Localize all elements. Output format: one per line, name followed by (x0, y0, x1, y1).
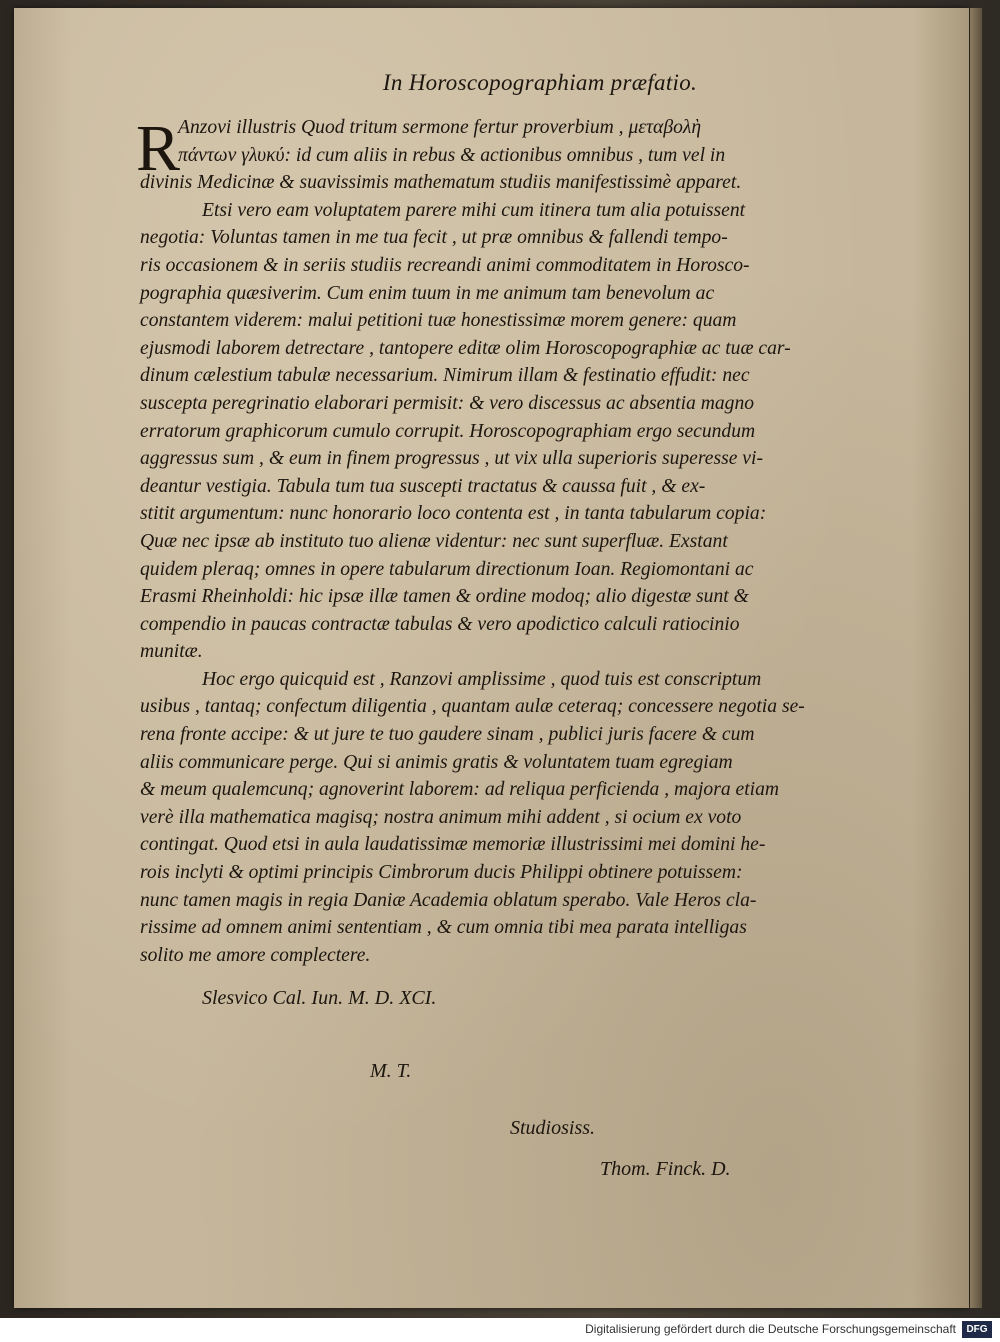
text-line: πάντων γλυκύ: id cum aliis in rebus & actionibus omnibus , tum vel in (178, 144, 726, 166)
paragraph-3 (140, 666, 940, 970)
text-line: stitit argumentum: nunc honorario loco contenta est , in tanta tabularum copia: (140, 503, 767, 525)
text-line: rena fronte accipe: & ut jure te tuo gaudere sinam , publici juris facere & cum (140, 724, 755, 746)
text-line: compendio in paucas contractæ tabulas & vero apodictico calculi ratiocinio (140, 613, 740, 635)
dfg-logo-icon: DFG (962, 1321, 992, 1338)
text-line: dinum cælestium tabulæ necessarium. Nimirum illam & festinatio effudit: nec (140, 365, 750, 387)
text-line: constantem viderem: malui petitioni tuæ honestissimæ morem genere: quam (140, 310, 737, 332)
text-line: negotia: Voluntas tamen in me tua fecit , ut præ omnibus & fallendi tempo- (140, 227, 728, 249)
text-line: quidem pleraq; omnes in opere tabularum directionum Ioan. Regiomontani ac (140, 558, 754, 580)
page-text (136, 70, 940, 1181)
text-line: solito me amore complectere. (140, 944, 371, 966)
text-line: rissime ad omnem animi sententiam , & cum omnia tibi mea parata intelligas (140, 917, 747, 939)
text-line: verè illa mathematica magisq; nostra animum mihi addent , si ocium ex voto (140, 806, 742, 828)
footer-bar (0, 1318, 1000, 1342)
text-line: Anzovi illustris Quod tritum sermone fertur proverbium , μεταβολὴ (178, 117, 702, 138)
page-heading: In Horoscopographiam præfatio. (382, 70, 698, 95)
page-edge (970, 8, 982, 1308)
text-line: & meum qualemcunq; agnoverint laborem: ad reliqua perficienda , majora etiam (140, 779, 780, 801)
dfg-credit: Digitalisierung gefördert durch die Deutsche Forschungsgemeinschaft (585, 1322, 956, 1336)
text-line: nunc tamen magis in regia Daniæ Academia oblatum sperabo. Vale Heros cla- (140, 889, 757, 911)
author-initials: M. T. (370, 1060, 412, 1083)
text-line: erratorum graphicorum cumulo corrupit. Horoscopographiam ergo secundum (140, 420, 756, 442)
studiosiss-line: Studiosiss. (510, 1117, 596, 1140)
text-line: munitæ. (140, 641, 203, 663)
drop-cap: R (136, 112, 181, 185)
text-line: contingat. Quod etsi in aula laudatissimæ memoriæ illustrissimi mei domini he- (140, 834, 766, 856)
text-line: Hoc ergo quicquid est , Ranzovi amplissime , quod tuis est conscriptum (202, 668, 762, 690)
text-line: suscepta peregrinatio elaborari permisit: & vero discessus ac absentia magno (140, 392, 755, 414)
author-signature: Thom. Finck. D. (600, 1158, 731, 1181)
text-line: usibus , tantaq; confectum diligentia , quantam aulæ ceteraq; concessere negotia se- (140, 696, 805, 718)
text-line: aggressus sum , & eum in finem progressus , ut vix ulla superioris superesse vi- (140, 448, 763, 470)
text-line: ris occasionem & in seriis studiis recreandi animi commoditatem in Horosco- (140, 254, 750, 276)
text-line: aliis communicare perge. Qui si animis gratis & voluntatem tuam egregiam (140, 751, 733, 773)
text-line: Etsi vero eam voluptatem parere mihi cum itinera tum alia potuissent (202, 199, 746, 221)
text-line: pographia quæsiverim. Cum enim tuum in me animum tam benevolum ac (140, 282, 715, 304)
text-line: ejusmodi laborem detrectare , tantopere editæ olim Horoscopographiæ ac tuæ car- (140, 337, 791, 359)
text-line: Quæ nec ipsæ ab instituto tuo alienæ videntur: nec sunt superfluæ. Exstant (140, 530, 728, 552)
paragraph-1 (140, 114, 940, 197)
paragraph-2 (140, 197, 940, 666)
text-line: divinis Medicinæ & suavissimis mathematum studiis manifestissimè apparet. (140, 172, 742, 194)
text-line: Erasmi Rheinholdi: hic ipsæ illæ tamen & ordine modoq; alio digestæ sunt & (140, 586, 749, 608)
text-line: deantur vestigia. Tabula tum tua suscepti tractatus & caussa fuit , & ex- (140, 475, 706, 497)
date-line: Slesvico Cal. Iun. M. D. XCI. (202, 987, 437, 1010)
text-line: rois inclyti & optimi principis Cimbrorum ducis Philippi obtinere potuissem: (140, 862, 743, 884)
